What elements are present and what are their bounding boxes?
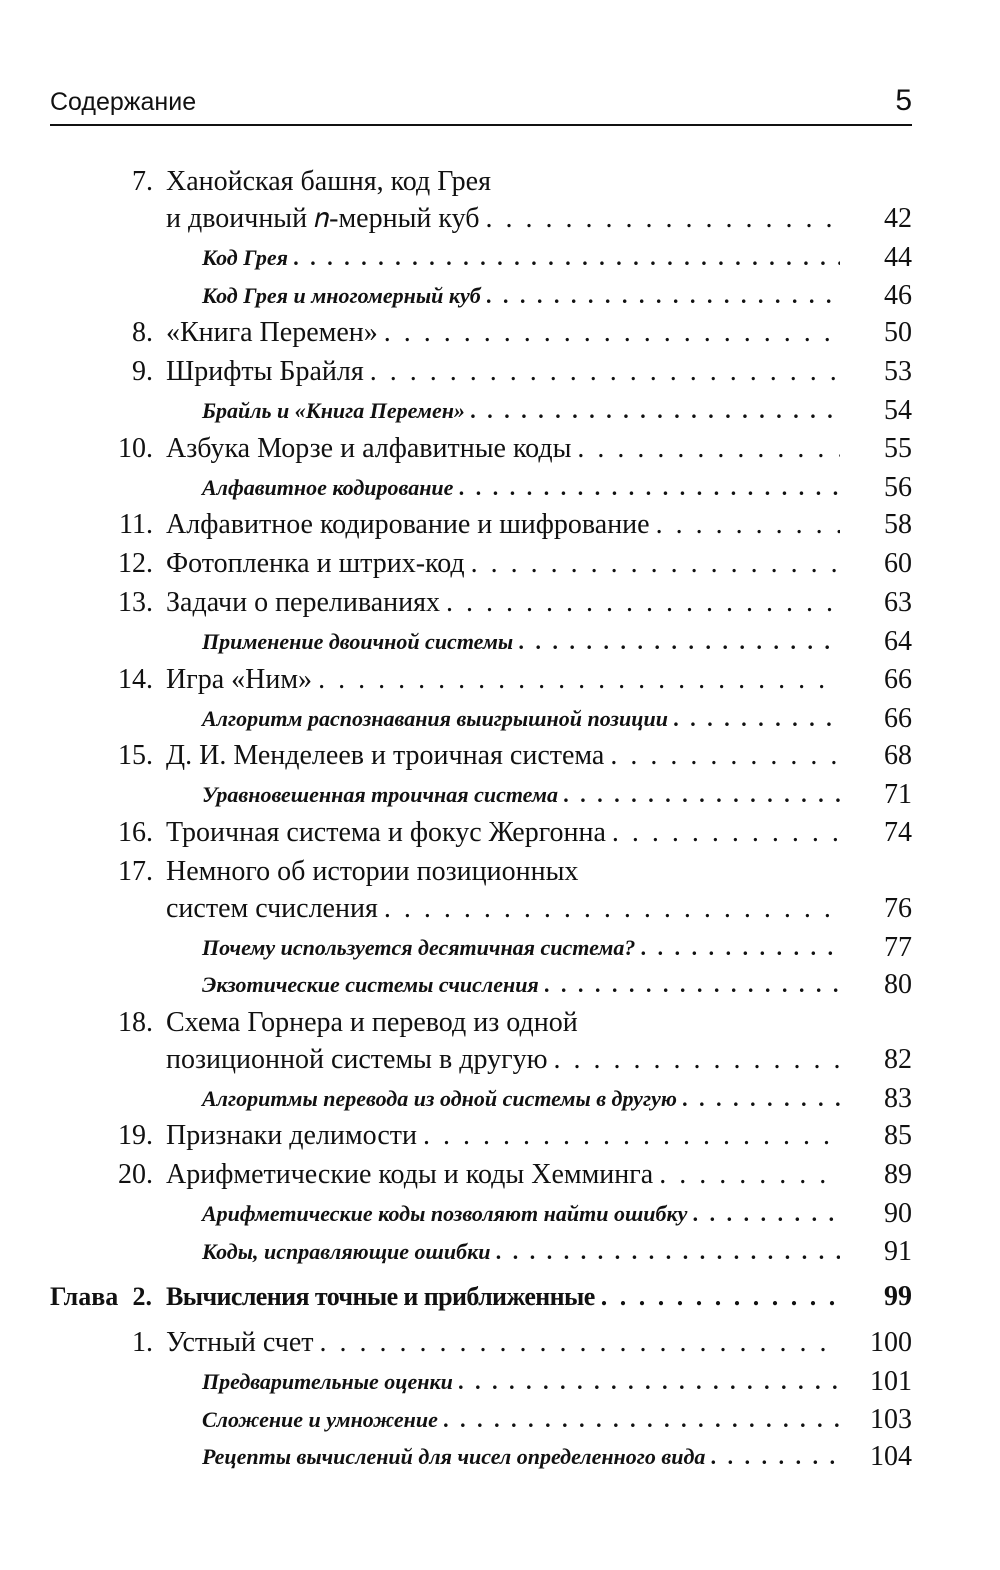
toc-subsection (0, 1233, 1000, 1273)
toc-page-number: 53 (884, 356, 912, 387)
toc-entry-number: 19. (118, 1120, 153, 1151)
toc-page-number: 50 (884, 317, 912, 348)
toc-page-number: 44 (884, 242, 912, 273)
toc-entry-title: Экзотические системы счисления (202, 972, 539, 997)
toc-page-number: 85 (884, 1120, 912, 1151)
toc-entry (0, 737, 1000, 777)
toc-entry-leader (202, 700, 840, 738)
toc-subsection (0, 1401, 1000, 1441)
toc-entry (0, 314, 1000, 354)
toc-entry-leader (166, 1156, 840, 1194)
dot-leader (564, 776, 840, 814)
toc-entry-leader (202, 239, 840, 277)
toc-entry (0, 545, 1000, 585)
toc-entry (0, 1117, 1000, 1157)
toc-entry-title: Азбука Морзе и алфавитные коды (166, 432, 572, 464)
toc-entry-title: Задачи о переливаниях (166, 587, 440, 618)
toc-subsection (0, 1363, 1000, 1403)
toc-entry-line (0, 853, 1000, 893)
toc-entry-leader (202, 623, 840, 661)
toc-entry-number: 15. (118, 740, 153, 771)
toc-entry-title: Почему используется десятичная система? (202, 934, 636, 960)
dot-leader (384, 314, 840, 352)
toc-entry-number: 1. (132, 1327, 153, 1358)
toc-page-number: 46 (884, 279, 912, 311)
running-header-page-number: 5 (895, 84, 912, 117)
toc-entry-leader (202, 1438, 840, 1476)
toc-entry-number: 16. (118, 816, 153, 848)
toc-page-number: 66 (884, 702, 912, 734)
toc-entry-leader (202, 1363, 840, 1401)
toc-entry-leader (202, 469, 840, 507)
toc-page-number: 58 (884, 509, 912, 540)
toc-page-number: 100 (870, 1327, 912, 1358)
toc-entry-number: 9. (132, 356, 153, 387)
toc-entry-title: Код Грея и многомерный куб (202, 282, 481, 308)
dot-leader (423, 1117, 840, 1155)
toc-subsection (0, 929, 1000, 969)
toc-subsection (0, 1080, 1000, 1120)
toc-page-number: 91 (884, 1235, 912, 1267)
dot-leader (471, 392, 840, 430)
dot-leader (545, 966, 840, 1004)
toc-entry-line (0, 163, 1000, 203)
toc-entry-number: 7. (132, 166, 153, 197)
toc-entry-leader (166, 200, 840, 238)
toc-entry (0, 1156, 1000, 1196)
toc-entry-leader (202, 776, 840, 814)
toc-entry-title: Предварительные оценки (202, 1369, 453, 1394)
dot-leader (601, 1278, 840, 1316)
toc-entry-title-line: Ханойская башня, код Грея (166, 166, 491, 197)
toc-page-number: 99 (884, 1281, 912, 1312)
toc-entry-title-line: Схема Горнера и перевод из одной (166, 1006, 578, 1038)
toc-page-number: 83 (884, 1082, 912, 1114)
toc-entry-leader (202, 1195, 840, 1233)
toc-page-number: 66 (884, 663, 912, 695)
toc-entry-title: Уравновешенная троичная система (202, 782, 558, 807)
toc-entry-title: «Книга Перемен» (166, 317, 378, 348)
toc-entry-leader (166, 545, 840, 583)
toc-entry (0, 430, 1000, 470)
toc-entry-number: 10. (118, 432, 153, 464)
header-rule (50, 124, 912, 126)
dot-leader (294, 239, 840, 277)
dot-leader (444, 1401, 840, 1439)
toc-entry-number: 17. (118, 855, 153, 887)
toc-subsection (0, 277, 1000, 317)
toc-entry-title: Арифметические коды и коды Хемминга (166, 1159, 654, 1190)
toc-subsection (0, 1438, 1000, 1478)
toc-entry-title: Брайль и «Книга Перемен» (202, 398, 465, 423)
toc-entry-leader (166, 506, 840, 544)
toc-page-number: 56 (884, 471, 912, 503)
toc-entry-leader (202, 1080, 840, 1118)
toc-subsection (0, 469, 1000, 509)
toc-entry (0, 661, 1000, 701)
dot-leader (459, 469, 840, 507)
toc-entry-title: Устный счет (166, 1327, 314, 1358)
toc-entry-number: 11. (119, 509, 153, 540)
toc-page-number: 76 (884, 892, 912, 924)
toc-subsection (0, 700, 1000, 740)
toc-entry (0, 584, 1000, 624)
toc-entry-leader (166, 1324, 840, 1362)
toc-entry-leader (166, 1004, 840, 1042)
toc-entry-title: Троичная система и фокус Жергонна (166, 816, 606, 848)
dot-leader (459, 1363, 840, 1401)
dot-leader (641, 929, 840, 967)
toc-entry-title: Шрифты Брайля (166, 356, 364, 387)
dot-leader (519, 623, 840, 661)
dot-leader (485, 200, 840, 238)
toc-entry-title: и двоичный 𝑛-мерный куб (166, 203, 480, 234)
toc-entry-title: Фотопленка и штрих-код (166, 548, 465, 579)
dot-leader (471, 545, 840, 583)
toc-entry-leader (202, 1401, 840, 1439)
toc-entry-title: Игра «Ним» (166, 663, 313, 695)
toc-entry (0, 814, 1000, 854)
toc-subsection (0, 239, 1000, 279)
toc-page-number: 71 (884, 779, 912, 810)
toc-page-number: 82 (884, 1043, 912, 1075)
dot-leader (659, 1156, 840, 1194)
toc-entry-title: Признаки делимости (166, 1120, 417, 1151)
toc-page-number: 77 (884, 931, 912, 963)
toc-entry-number: 18. (118, 1006, 153, 1038)
toc-entry-leader (166, 584, 840, 622)
toc-entry-leader (166, 1278, 840, 1316)
toc-entry-title: систем счисления (166, 892, 378, 924)
toc-page-number: 104 (870, 1441, 912, 1472)
dot-leader (370, 353, 840, 391)
toc-subsection (0, 966, 1000, 1006)
toc-entry-leader (166, 163, 840, 201)
toc-entry (0, 200, 1000, 240)
toc-entry-number: 2. (132, 1282, 152, 1311)
dot-leader (496, 1233, 840, 1271)
toc-entry-title: Алгоритмы перевода из одной системы в другую (202, 1085, 677, 1111)
toc-entry-leader (166, 353, 840, 391)
toc-entry-leader (166, 314, 840, 352)
toc-chapter-label: Глава (50, 1282, 119, 1311)
toc-entry (0, 1041, 1000, 1081)
toc-entry-leader (166, 814, 840, 852)
toc-entry-leader (166, 1117, 840, 1155)
toc-entry-title: Сложение и умножение (202, 1406, 438, 1432)
toc-entry-leader (166, 661, 840, 699)
toc-entry-title: Код Грея (202, 245, 288, 270)
toc-entry-leader (166, 853, 840, 891)
toc-entry-line (0, 1004, 1000, 1044)
toc-entry-title-line: Немного об истории позиционных (166, 855, 579, 887)
toc-page-number: 101 (870, 1366, 912, 1397)
dot-leader (656, 506, 840, 544)
toc-entry-leader (202, 392, 840, 430)
dot-leader (318, 661, 840, 699)
toc-page-number: 55 (884, 432, 912, 464)
dot-leader (711, 1438, 840, 1476)
toc-entry-title: Вычисления точные и приближенные (166, 1282, 595, 1311)
toc-entry-title: Алфавитное кодирование (202, 474, 454, 500)
toc-entry-title: позиционной системы в другую (166, 1043, 548, 1075)
toc-entry-title: Д. И. Менделеев и троичная система (166, 740, 605, 771)
toc-page-number: 64 (884, 626, 912, 657)
toc-entry-title: Применение двоичной системы (202, 629, 514, 654)
dot-leader (554, 1041, 841, 1079)
toc-entry-title: Алфавитное кодирование и шифрование (166, 509, 650, 540)
dot-leader (674, 700, 840, 738)
toc-entry (0, 890, 1000, 930)
toc-entry-number: 20. (118, 1159, 153, 1190)
toc-entry-title: Рецепты вычислений для чисел определенного вида (202, 1444, 706, 1469)
dot-leader (446, 584, 840, 622)
toc-subsection (0, 776, 1000, 816)
toc-page-number: 74 (884, 816, 912, 848)
toc-entry-leader (202, 277, 840, 315)
toc-entry-title: Коды, исправляющие ошибки (202, 1238, 491, 1264)
toc-subsection (0, 1195, 1000, 1235)
toc-page-number: 60 (884, 548, 912, 579)
dot-leader (320, 1324, 840, 1362)
toc-page-number: 42 (884, 203, 912, 234)
dot-leader (612, 814, 840, 852)
toc-subsection (0, 623, 1000, 663)
dot-leader (384, 890, 840, 928)
dot-leader (577, 430, 840, 468)
dot-leader (683, 1080, 840, 1118)
toc-chapter (0, 1278, 1000, 1318)
toc-entry-leader (166, 430, 840, 468)
toc-page-number: 54 (884, 395, 912, 426)
toc-page-number: 63 (884, 587, 912, 618)
dot-leader (487, 277, 840, 315)
toc-entry-title: Арифметические коды позволяют найти ошибку (202, 1201, 688, 1226)
toc-entry-number: 14. (118, 663, 153, 695)
toc-subsection (0, 392, 1000, 432)
toc-page-number: 89 (884, 1159, 912, 1190)
toc-entry-number: 12. (118, 548, 153, 579)
dot-leader (610, 737, 840, 775)
toc-entry (0, 506, 1000, 546)
toc-entry-number: 8. (132, 317, 153, 348)
toc-entry-leader (202, 929, 840, 967)
toc-entry-leader (166, 890, 840, 928)
toc-page-number: 80 (884, 969, 912, 1000)
toc-entry-leader (202, 1233, 840, 1271)
toc-entry-leader (166, 737, 840, 775)
toc-entry (0, 353, 1000, 393)
toc-page-number: 103 (870, 1403, 912, 1435)
running-header-title: Содержание (50, 88, 197, 116)
toc-page-number: 90 (884, 1198, 912, 1229)
dot-leader (693, 1195, 840, 1233)
toc-entry (0, 1324, 1000, 1364)
toc-page-number: 68 (884, 740, 912, 771)
toc-entry-title: Алгоритм распознавания выигрышной позиции (202, 705, 668, 731)
toc-entry-leader (202, 966, 840, 1004)
toc-entry-number: 13. (118, 587, 153, 618)
toc-entry-leader (166, 1041, 840, 1079)
